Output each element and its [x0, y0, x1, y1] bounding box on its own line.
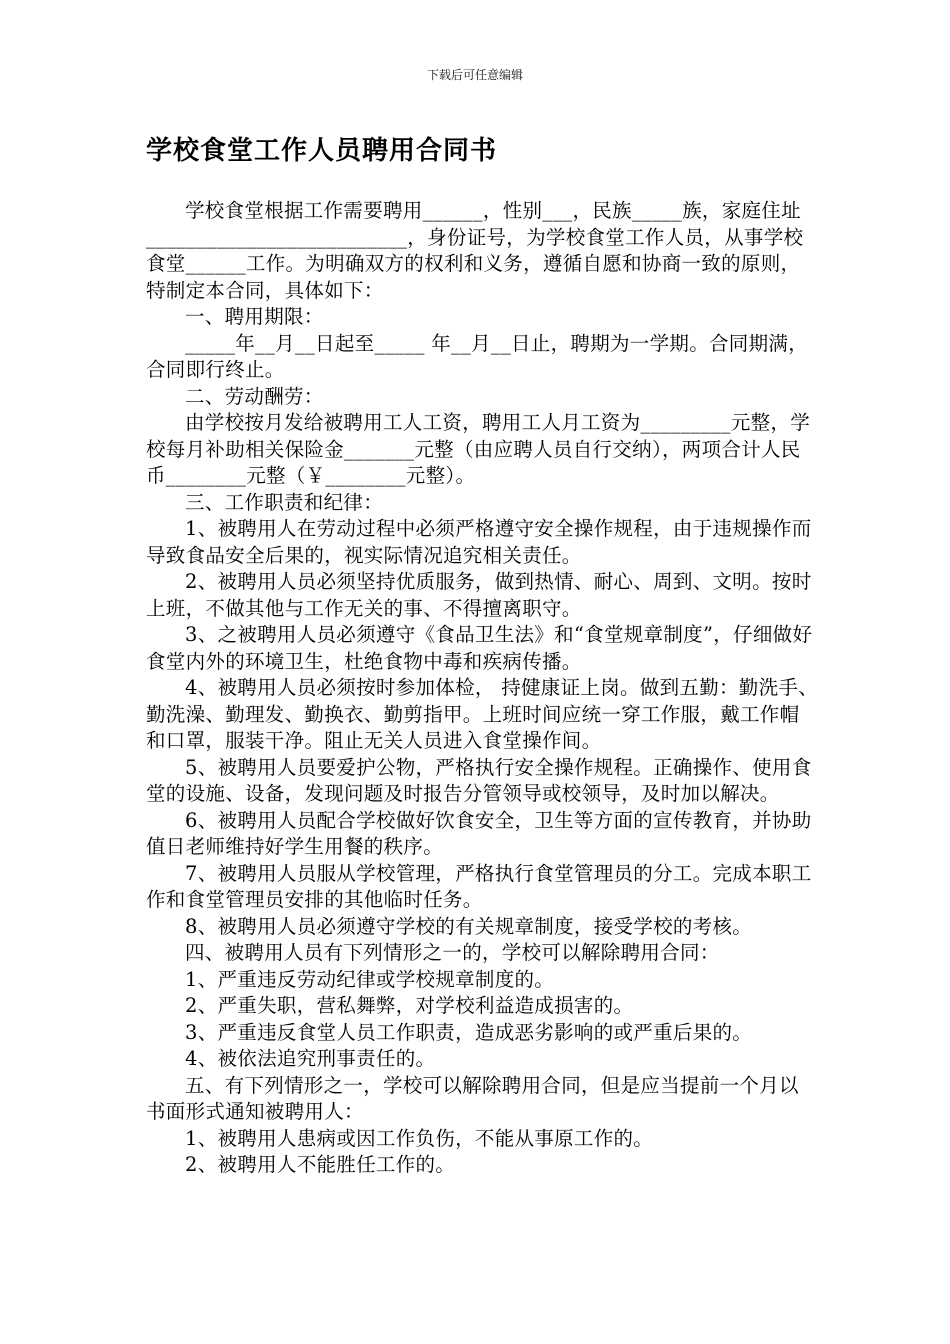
list-item: 2、被聘用人员必须坚持优质服务，做到热情、耐心、周到、文明。按时上班，不做其他与工作无关的事、不得擅离职守。	[146, 570, 812, 620]
list-item: 1、严重违反劳动纪律或学校规章制度的。	[185, 967, 555, 991]
paragraph: _____年__月__日起至_____ 年__月__日止，聘期为一学期。合同期满，合同即行终止。	[146, 331, 808, 381]
paragraph: 由学校按月发给被聘用工人工资，聘用工人月工资为_________元整，学校每月补助相关保险金_______元整（由应聘人员自行交纳），两项合计人民币________元整（￥________元整）。	[146, 411, 811, 487]
list-item: 5、被聘用人员要爱护公物，严格执行安全操作规程。正确操作、使用食堂的设施、设备，发现问题及时报告分管领导或校领导，及时加以解决。	[146, 755, 812, 805]
document-body	[146, 198, 818, 1179]
list-item: 7、被聘用人员服从学校管理，严格执行食堂管理员的分工。完成本职工作和食堂管理员安排的其他临时任务。	[146, 861, 812, 911]
list-item: 3、严重违反食堂人员工作职责，造成恶劣影响的或严重后果的。	[185, 1020, 753, 1044]
section-heading: 五、有下列情形之一，学校可以解除聘用合同，但是应当提前一个月以书面形式通知被聘用人：	[146, 1073, 799, 1123]
document-title: 学校食堂工作人员聘用合同书	[146, 136, 498, 166]
list-item: 3、之被聘用人员必须遵守《食品卫生法》和“食堂规章制度”，仔细做好食堂内外的环境卫生，杜绝食物中毒和疾病传播。	[146, 623, 813, 673]
list-item: 6、被聘用人员配合学校做好饮食安全，卫生等方面的宣传教育，并协助值日老师维持好学生用餐的秩序。	[146, 808, 812, 858]
list-item: 2、严重失职，营私舞弊，对学校利益造成损害的。	[185, 994, 634, 1017]
list-item: 4、被聘用人员必须按时参加体检， 持健康证上岗。做到五勤：勤洗手、勤洗澡、勤理发、勤换衣、勤剪指甲。上班时间应统一穿工作服，戴工作帽和口罩，服装干净。阻止无关人员进入食堂操作间。	[146, 676, 819, 752]
paragraph: 学校食堂根据工作需要聘用______，性别___，民族_____族，家庭住址	[185, 199, 801, 222]
section-heading: 三、工作职责和纪律：	[185, 490, 384, 514]
list-item: 4、被依法追究刑事责任的。	[185, 1047, 436, 1070]
list-item: 1、被聘用人患病或因工作负伤，不能从事原工作的。	[185, 1126, 654, 1150]
header-note: 下载后可任意编辑	[426, 68, 523, 82]
section-heading: 一、聘用期限：	[185, 305, 324, 328]
section-heading: 四、被聘用人员有下列情形之一的，学校可以解除聘用合同：	[185, 941, 720, 964]
list-item: 2、被聘用人不能胜任工作的。	[185, 1153, 456, 1176]
list-item: 8、被聘用人员必须遵守学校的有关规章制度，接受学校的考核。	[185, 914, 753, 938]
section-heading: 二、劳动酬劳：	[185, 384, 324, 408]
list-item: 1、被聘用人在劳动过程中必须严格遵守安全操作规程，由于违规操作而导致食品安全后果的，视实际情况追究相关责任。	[146, 517, 812, 567]
paragraph: __________________________，身份证号，为学校食堂工作人员，从事学校食堂______工作。为明确双方的权利和义务，遵循自愿和协商一致的原则，特制定本合同，具体如下：	[146, 225, 804, 302]
